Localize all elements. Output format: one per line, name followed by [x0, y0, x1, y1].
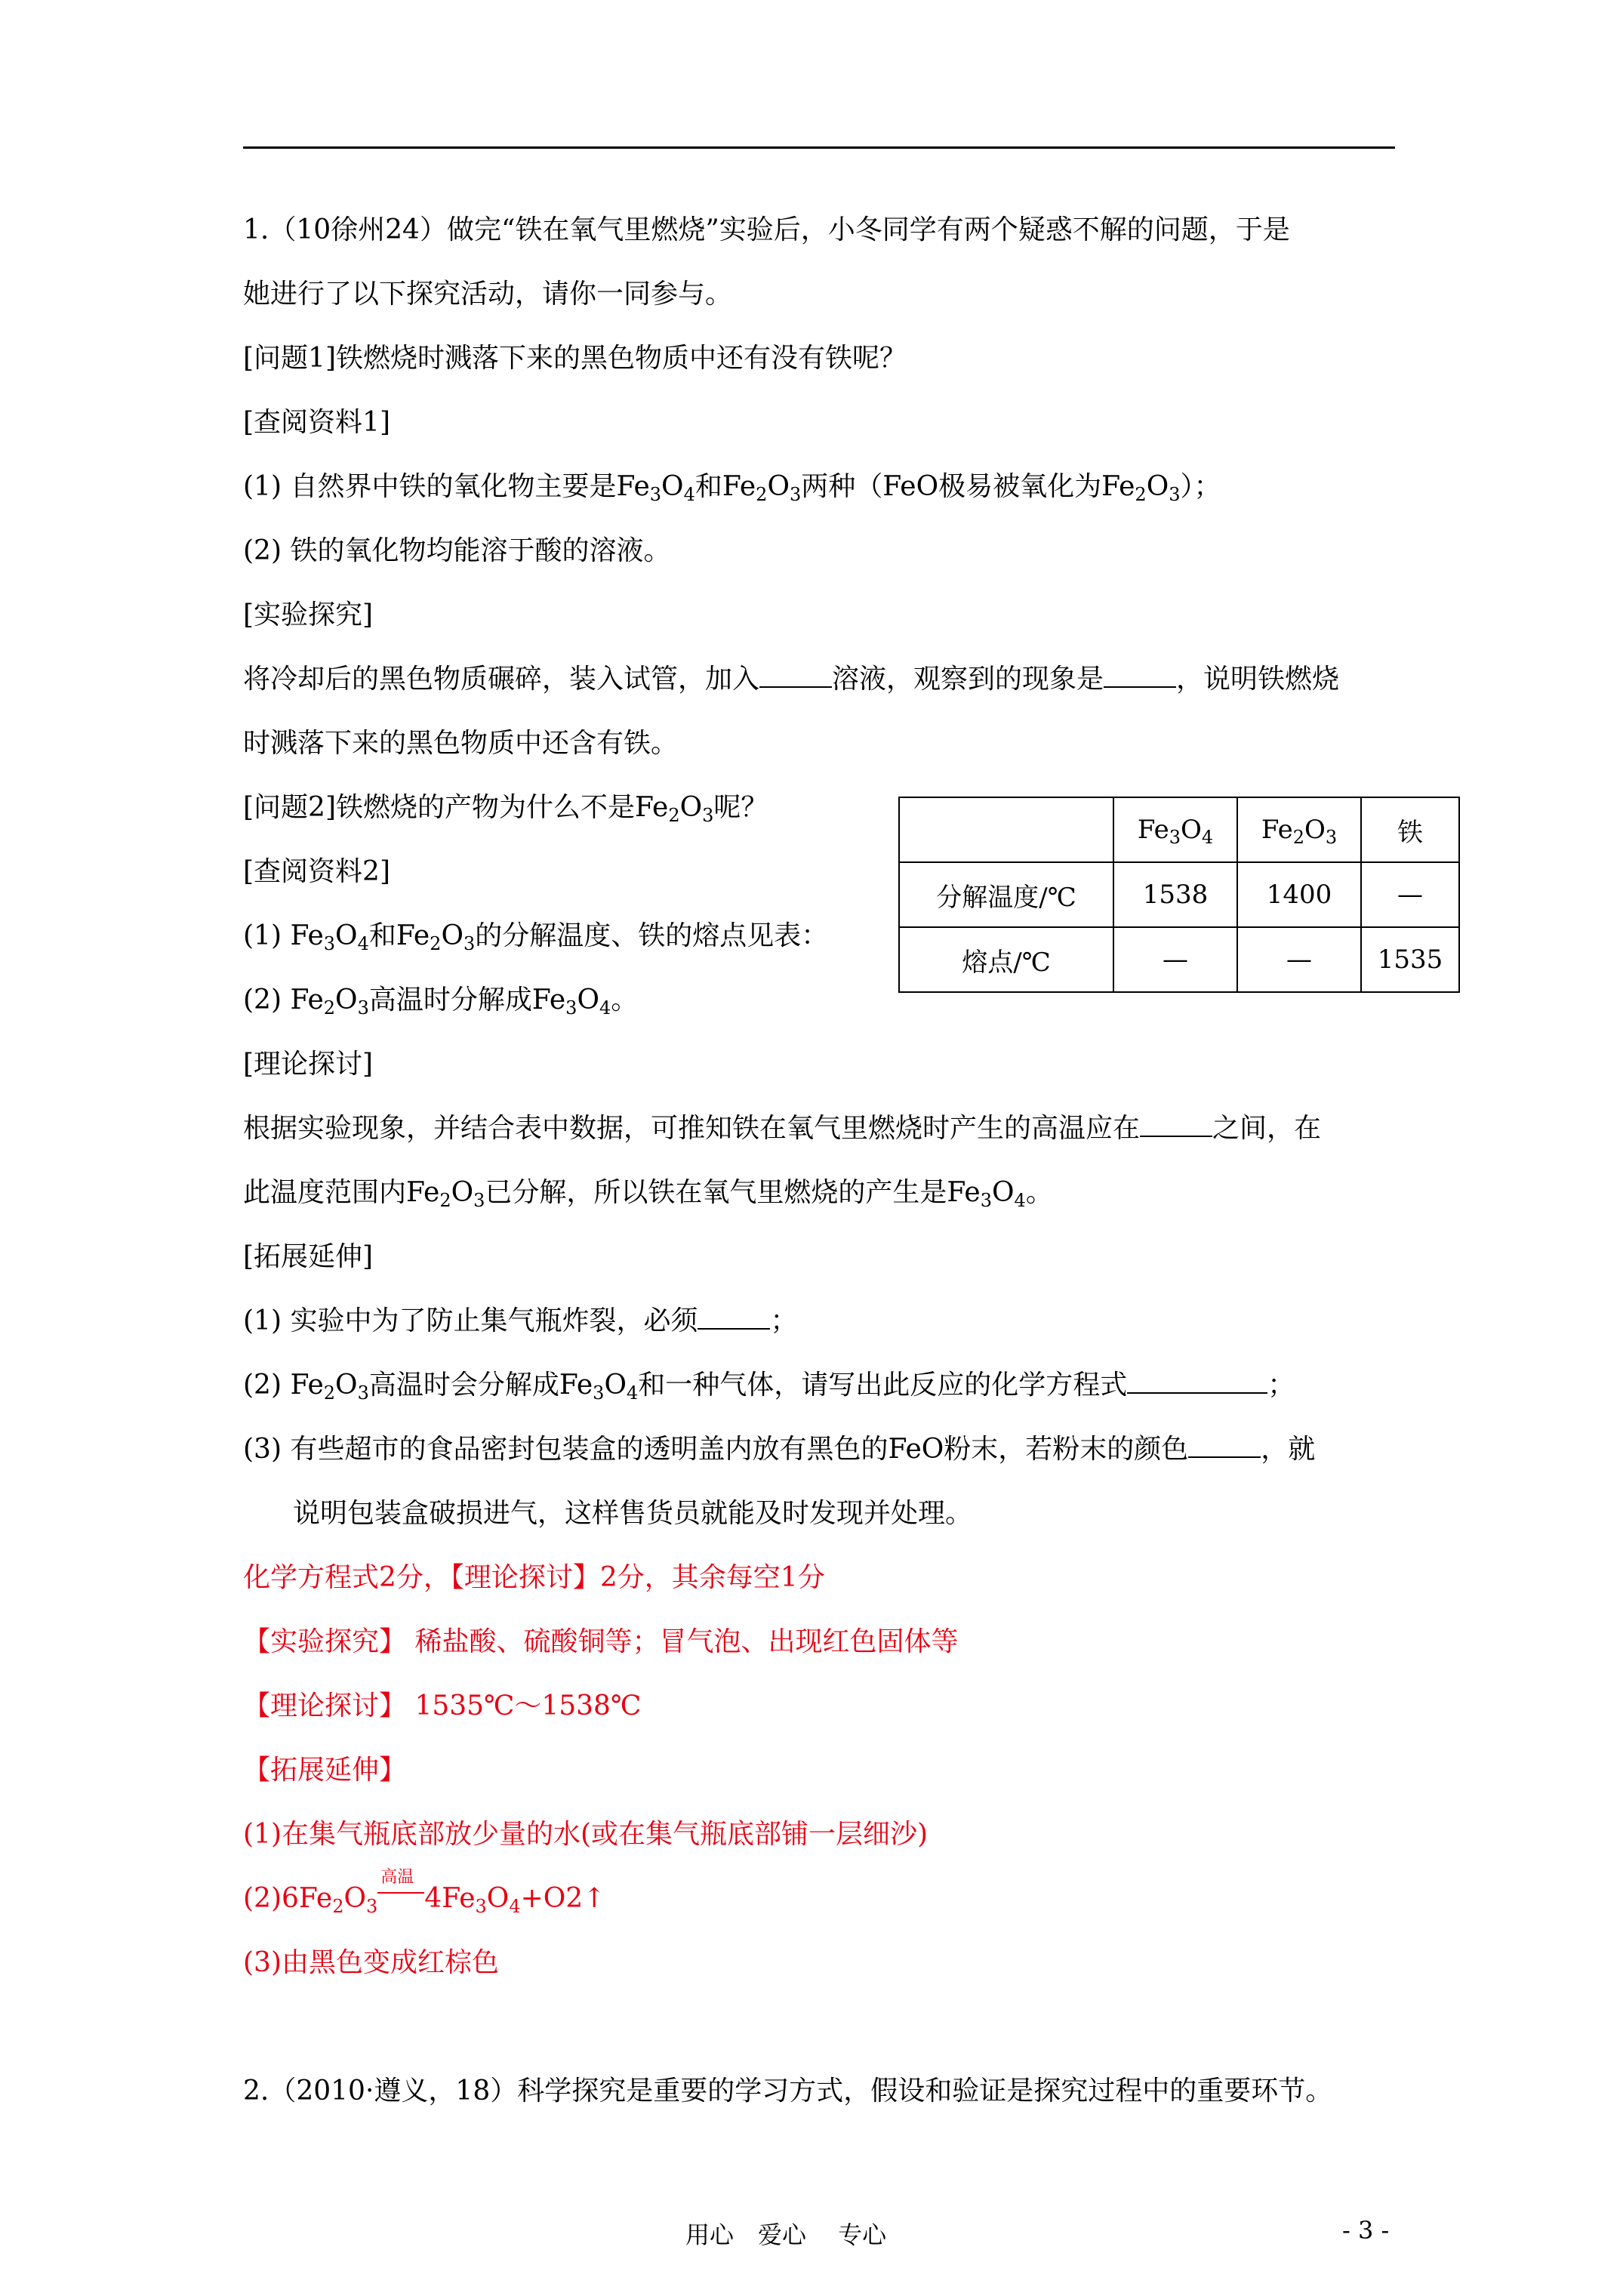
q1-ext-title: [拓展延伸]: [243, 1241, 374, 1272]
answer-blank[interactable]: [1188, 1431, 1261, 1458]
reaction-condition-arrow: 高温: [377, 1880, 424, 1907]
q1-ref1-item2: (2) 铁的氧化物均能溶于酸的溶液。: [243, 535, 671, 566]
table-header-cell: $Fe_2O_3$: [1237, 797, 1361, 862]
footer-motto: 用心 爱心 专心: [685, 2220, 887, 2249]
answer-exp: 【实验探究】 稀盐酸、硫酸铜等；冒气泡、出现红色固体等: [243, 1626, 959, 1657]
answer-blank[interactable]: [759, 661, 832, 688]
q1-ext-item3-cont: 说明包装盒破损进气，这样售货员就能及时发现并处理。: [293, 1498, 973, 1529]
table-header-cell: $Fe_3O_4$: [1113, 797, 1237, 862]
table-header-row: [899, 797, 1459, 862]
answer-ext-title: 【拓展延伸】: [243, 1755, 407, 1786]
answer-blank[interactable]: [698, 1302, 770, 1330]
q1-theory-title: [理论探讨]: [243, 1049, 374, 1080]
q1-exp-cont: 时溅落下来的黑色物质中还含有铁。: [243, 728, 679, 759]
table-cell: —: [1237, 927, 1361, 992]
table-header-cell: 铁: [1361, 797, 1459, 862]
table-cell: 1400: [1237, 862, 1361, 927]
answer-blank[interactable]: [1127, 1367, 1267, 1394]
table-cell: 熔点/℃: [899, 927, 1113, 992]
data-table: [898, 797, 1460, 993]
q1-ext-item1: (1) 实验中为了防止集气瓶炸裂，必须 ；: [243, 1289, 1421, 1353]
q1-header: 1.（10徐州24）做完“铁在氧气里燃烧”实验后，小冬同学有两个疑惑不解的问题，于是: [243, 214, 1290, 245]
table-row: [899, 862, 1459, 927]
table-cell: —: [1361, 862, 1459, 927]
document-body: [243, 198, 1421, 2123]
q1-ref2-title: [查阅资料2]: [243, 856, 390, 887]
answer-theory: 【理论探讨】 1535℃～1538℃: [243, 1690, 642, 1721]
table-cell: 1535: [1361, 927, 1459, 992]
q1-problem1: [问题1]铁燃烧时溅落下来的黑色物质中还有没有铁呢？: [243, 343, 907, 374]
q1-ref2-item2: (2) $Fe_2O_3$高温时分解成$Fe_3O_4$。: [243, 985, 639, 1019]
q1-exp-line: 将冷却后的黑色物质碾碎，装入试管，加入 溶液，观察到的现象是 ，说明铁燃烧: [243, 647, 1421, 711]
table-cell: —: [1113, 927, 1237, 992]
table-row: [899, 927, 1459, 992]
answer-blank[interactable]: [1104, 661, 1176, 688]
q1-theory-cont: 此温度范围内$Fe_2O_3$已分解，所以铁在氧气里燃烧的产生是$Fe_3O_4$。: [243, 1177, 1053, 1211]
table-cell: 1538: [1113, 862, 1237, 927]
q1-header-cont: 她进行了以下探究活动，请你一同参与。: [243, 279, 733, 310]
q1-problem2: [问题2]铁燃烧的产物为什么不是$Fe_2O_3$呢？: [243, 792, 768, 826]
table-cell: 分解温度/℃: [899, 862, 1113, 927]
answer-blank[interactable]: [1140, 1110, 1212, 1137]
q1-ext-item3: (3) 有些超市的食品密封包装盒的透明盖内放有黑色的FeO粉末，若粉末的颜色 ，就: [243, 1417, 1421, 1481]
answer-scoring: 化学方程式2分，【理论探讨】2分，其余每空1分: [243, 1562, 825, 1593]
header-rule: [243, 146, 1395, 149]
q1-ext-item2: (2) $Fe_2O_3$高温时会分解成$Fe_3O_4$和一种气体，请写出此反应的化学方程式 ；: [243, 1353, 1421, 1417]
q2-header: 2.（2010·遵义，18）科学探究是重要的学习方式，假设和验证是探究过程中的重要环节。: [243, 2076, 1333, 2106]
q1-ref2-item1: (1) $Fe_3O_4$和$Fe_2O_3$的分解温度、铁的熔点见表：: [243, 920, 829, 954]
q1-exp-title: [实验探究]: [243, 599, 374, 630]
answer-ext-item3: (3)由黑色变成红棕色: [243, 1947, 499, 1978]
page-number: - 3 -: [1342, 2216, 1390, 2245]
table-header-cell: [899, 797, 1113, 862]
q1-theory-line: 根据实验现象，并结合表中数据，可推知铁在氧气里燃烧时产生的高温应在 之间，在: [243, 1096, 1421, 1160]
q1-ref1-title: [查阅资料1]: [243, 407, 390, 438]
answer-ext-item1: (1)在集气瓶底部放少量的水(或在集气瓶底部铺一层细沙): [243, 1819, 929, 1850]
answer-ext-item2: $(2)6Fe_2O_3$ 高温 $4Fe_3O_4+O2↑$: [243, 1868, 606, 1917]
q1-ref1-item1: (1) 自然界中铁的氧化物主要是$Fe_3O_4$和$Fe_2O_3$两种（FeO极易被氧化为$Fe_2O_3$）；: [243, 471, 1221, 505]
